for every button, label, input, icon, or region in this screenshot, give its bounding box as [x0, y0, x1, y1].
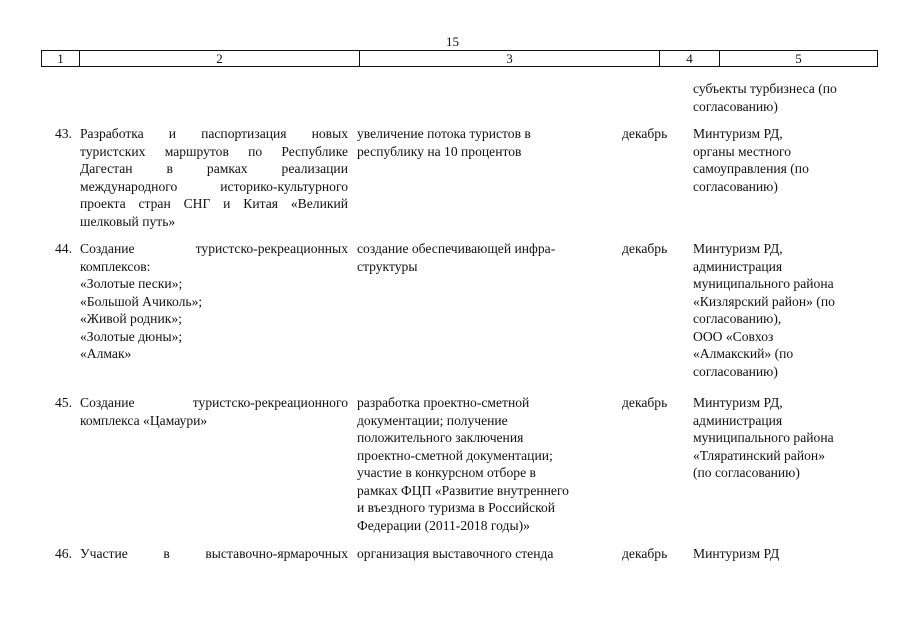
text-line: Создание туристско-рекреационного: [80, 395, 348, 410]
text-line: Создание туристско-рекреационных: [80, 241, 348, 256]
text-line: комплекса «Цамаури»: [80, 412, 208, 428]
text-line: рамках ФЦП «Развитие внутреннего: [357, 482, 569, 498]
expected-result: [357, 125, 602, 160]
text-line: проекта стран СНГ и Китая «Великий: [80, 196, 348, 211]
text-line: администрация: [693, 412, 783, 428]
text-line: Дагестан в рамках реализации: [80, 161, 348, 176]
text-line: самоуправления (по: [693, 161, 809, 176]
text-line: увеличение потока туристов в: [357, 126, 531, 141]
text-line: «Большой Ачиколь»;: [80, 293, 203, 309]
text-line: согласованию): [693, 98, 778, 114]
text-line: «Золотые дюны»;: [80, 328, 183, 344]
text-line: документации; получение: [357, 412, 508, 428]
text-line: согласованию): [693, 363, 778, 379]
activity-name: [80, 545, 348, 563]
text-line: структуры: [357, 258, 418, 274]
text-line: согласованию): [693, 178, 778, 194]
text-line: субъекты турбизнеса (по: [693, 81, 837, 96]
text-line: администрация: [693, 258, 783, 274]
header-col-4: 4: [659, 51, 719, 66]
table-header: [41, 50, 878, 67]
header-col-1: 1: [57, 51, 64, 66]
text-line: Минтуризм РД: [693, 546, 780, 561]
text-line: ООО «Совхоз: [693, 328, 774, 344]
text-line: Минтуризм РД,: [693, 241, 783, 256]
row-number: 46.: [55, 546, 72, 561]
text-line: Разработка и паспортизация новых: [80, 126, 348, 141]
expected-result: [357, 394, 602, 534]
text-line: «Тляратинский район»: [693, 447, 825, 463]
text-line: Участие в выставочно-ярмарочных: [80, 546, 348, 561]
executor: [693, 394, 865, 482]
text-line: Минтуризм РД,: [693, 126, 783, 141]
executor: [693, 545, 865, 563]
activity-name: [80, 125, 348, 230]
page-number: 15: [446, 34, 459, 49]
continued-executor: [693, 80, 865, 115]
text-line: «Алмак»: [80, 346, 132, 361]
text-line: организация выставочного стенда: [357, 546, 554, 561]
text-line: «Алмакский» (по: [693, 346, 794, 361]
executor: [693, 125, 865, 195]
activity-name: [80, 394, 348, 429]
text-line: участие в конкурсном отборе в: [357, 465, 536, 480]
text-line: муниципального района: [693, 276, 834, 291]
deadline: декабрь: [622, 241, 668, 256]
text-line: «Кизлярский район» (по: [693, 293, 835, 309]
text-line: проектно-сметной документации;: [357, 447, 553, 463]
text-line: Минтуризм РД,: [693, 395, 783, 410]
text-line: республику на 10 процентов: [357, 143, 522, 159]
header-col-2: 2: [79, 51, 359, 66]
text-line: согласованию),: [693, 311, 782, 326]
deadline: декабрь: [622, 126, 668, 141]
expected-result: [357, 240, 602, 275]
executor: [693, 240, 865, 380]
row-number: 43.: [55, 126, 72, 141]
row-number: 45.: [55, 395, 72, 410]
text-line: «Живой родник»;: [80, 311, 182, 326]
text-line: положительного заключения: [357, 430, 524, 445]
header-col-3: 3: [359, 51, 659, 66]
text-line: муниципального района: [693, 430, 834, 445]
text-line: разработка проектно-сметной: [357, 395, 530, 410]
header-col-5: 5: [719, 51, 877, 66]
expected-result: [357, 545, 602, 563]
text-line: и въездного туризма в Российской: [357, 500, 556, 515]
text-line: органы местного: [693, 143, 792, 159]
deadline: декабрь: [622, 546, 668, 561]
text-line: «Золотые пески»;: [80, 276, 183, 291]
text-line: комплексов:: [80, 258, 151, 274]
text-line: туристских маршрутов по Республике: [80, 143, 348, 159]
text-line: шелковый путь»: [80, 213, 176, 229]
row-number: 44.: [55, 241, 72, 256]
activity-name: [80, 240, 348, 363]
text-line: создание обеспечивающей инфра-: [357, 241, 556, 256]
text-line: Федерации (2011-2018 годы)»: [357, 517, 530, 533]
text-line: (по согласованию): [693, 465, 800, 480]
text-line: международного историко-культурного: [80, 178, 348, 194]
deadline: декабрь: [622, 395, 668, 410]
